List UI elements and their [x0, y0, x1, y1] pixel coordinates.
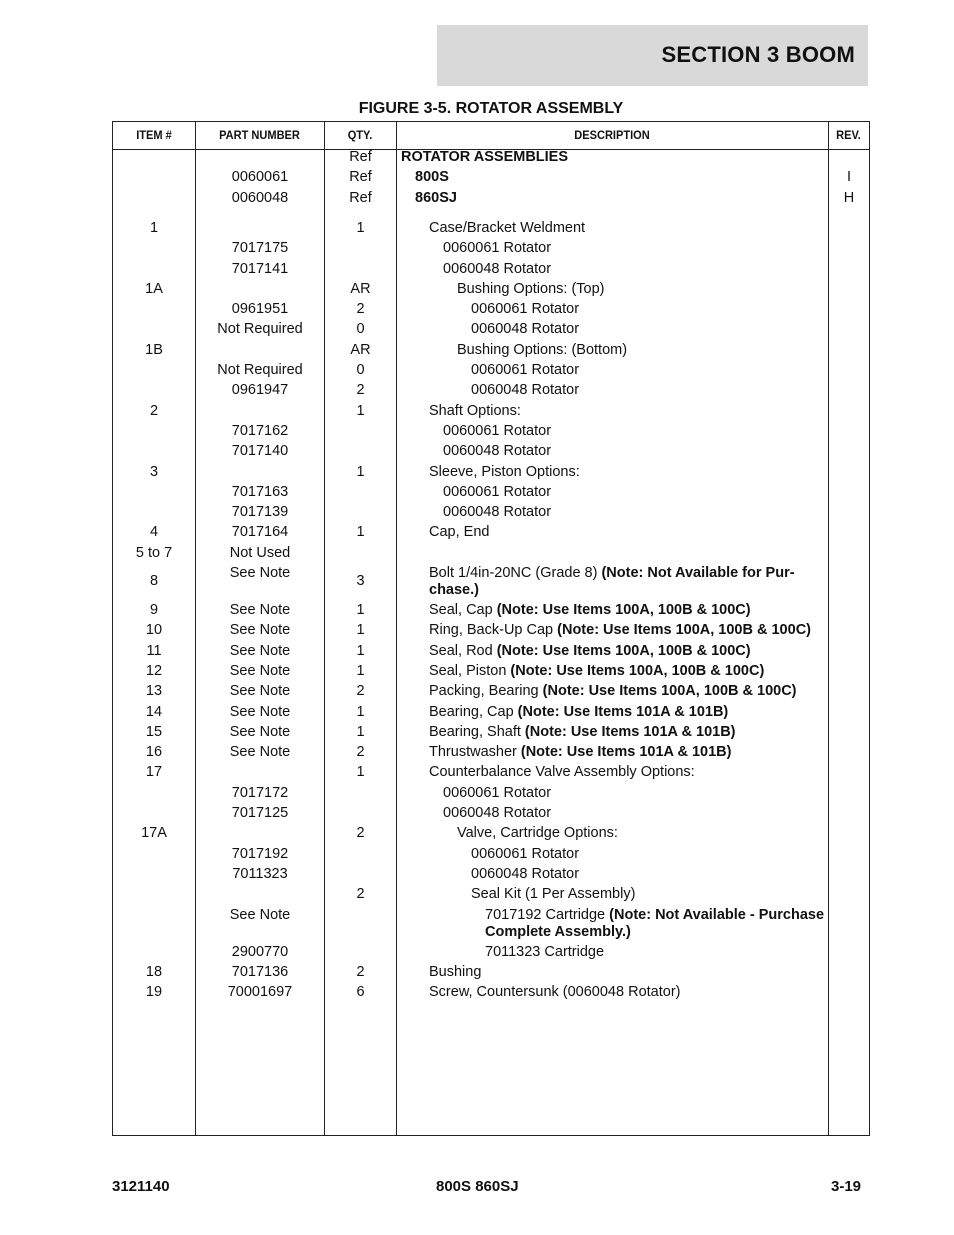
parts-table [112, 121, 870, 1136]
quantity: 1 [356, 219, 365, 236]
item-number: 10 [145, 622, 163, 639]
description [457, 825, 825, 842]
part-number: 7017192 [231, 845, 289, 862]
quantity: Ref [349, 189, 372, 206]
item-number: 3 [149, 463, 159, 480]
description-text: 0060048 Rotator [443, 260, 552, 277]
description-note: 800S [415, 169, 449, 186]
description-text: Bearing, Cap [429, 703, 518, 720]
description [443, 261, 819, 278]
section-title: SECTION 3 BOOM [661, 42, 855, 67]
column-divider [828, 122, 829, 1135]
column-header-qty: QTY. [347, 128, 373, 142]
description-text: 0060048 Rotator [471, 865, 580, 882]
part-number: See Note [229, 642, 291, 659]
item-number: 5 to 7 [135, 544, 173, 561]
part-number: 7017172 [231, 784, 289, 801]
quantity: 1 [356, 524, 365, 541]
quantity: Ref [349, 169, 372, 186]
description-text: Shaft Options: [429, 402, 521, 419]
item-number: 14 [145, 703, 163, 720]
description [429, 622, 813, 639]
item-number: 16 [145, 744, 163, 761]
column-header-rev: REV. [836, 128, 861, 142]
description [429, 724, 813, 741]
quantity: 1 [356, 463, 365, 480]
description-text: Seal, Cap [429, 602, 497, 618]
description [443, 504, 819, 521]
part-number: 7017140 [231, 443, 289, 460]
quantity: 1 [356, 642, 365, 659]
part-number: 7011323 [232, 865, 288, 882]
part-number: 70001697 [227, 984, 293, 1001]
description-text: Packing, Bearing [429, 683, 543, 700]
part-number: Not Required [217, 321, 303, 338]
quantity: 2 [356, 963, 365, 980]
description-text: 0060061 Rotator [443, 422, 552, 439]
description-text: 0060061 Rotator [443, 240, 552, 257]
part-number: 7017175 [231, 240, 289, 257]
quantity: 1 [356, 402, 365, 419]
part-number: Not Required [217, 362, 303, 378]
item-number: 4 [149, 524, 159, 541]
description [429, 984, 813, 1001]
description [429, 643, 813, 660]
item-number: 1 [149, 219, 159, 236]
quantity: 1 [356, 703, 365, 720]
description-text: Case/Bracket Weldment [429, 219, 586, 236]
part-number: 7017136 [231, 963, 289, 980]
item-number: 17 [145, 764, 163, 781]
item-number: 13 [145, 683, 163, 700]
description [471, 886, 831, 903]
description-text: Bearing, Shaft [429, 723, 525, 740]
description-note: (Note: Not Available - Purchase Complete Assembly.) [485, 906, 825, 940]
description-text: Seal, Rod [429, 642, 497, 659]
description [485, 907, 837, 941]
description-text: Valve, Cartridge Options: [457, 825, 618, 842]
description-text: Bushing Options: (Bottom) [457, 341, 628, 358]
description [429, 565, 813, 599]
part-number: See Note [229, 565, 291, 581]
description [471, 362, 831, 379]
figure-title: FIGURE 3-5. ROTATOR ASSEMBLY [358, 100, 624, 117]
description [429, 220, 813, 237]
part-number: Not Used [229, 544, 291, 561]
description-text: 0060061 Rotator [443, 483, 552, 500]
item-number: 12 [145, 662, 163, 679]
part-number: 0060061 [231, 169, 289, 186]
description [429, 403, 813, 420]
description-text: 0060048 Rotator [443, 805, 552, 821]
description-text: Thrustwasher [429, 744, 521, 761]
description [415, 169, 807, 186]
description [443, 805, 819, 822]
description-note: 860SJ [415, 189, 457, 206]
description [443, 443, 819, 460]
description [471, 321, 831, 338]
column-divider [396, 122, 397, 1135]
description-text: 0060061 Rotator [443, 784, 552, 801]
description [429, 464, 813, 481]
description-note: (Note: Use Items 100A, 100B & 100C) [542, 683, 797, 700]
description-text: 0060048 Rotator [471, 382, 580, 399]
quantity: 1 [356, 764, 365, 781]
description-text: Cap, End [429, 524, 490, 541]
quantity: Ref [349, 149, 372, 165]
part-number: 2900770 [231, 943, 289, 960]
description [485, 944, 837, 961]
description-note: (Note: Use Items 100A, 100B & 100C) [557, 622, 811, 639]
section-banner [437, 25, 868, 86]
part-number: See Note [229, 622, 291, 639]
column-header-part: PART NUMBER [219, 128, 300, 142]
part-number: See Note [229, 703, 291, 720]
description-text: Counterbalance Valve Assembly Options: [429, 764, 695, 781]
description [429, 602, 813, 619]
footer-document-number: 3121140 [112, 1178, 170, 1195]
description-text: 0060061 Rotator [471, 845, 580, 862]
description-note: (Note: Use Items 101A & 101B) [520, 744, 732, 761]
quantity: 1 [356, 602, 365, 618]
item-number: 19 [145, 984, 163, 1001]
description [471, 866, 831, 883]
part-number: 7017163 [231, 483, 289, 500]
quantity: 1 [356, 662, 365, 679]
item-number: 9 [149, 602, 159, 618]
description [429, 704, 813, 721]
quantity: 1 [356, 622, 365, 639]
part-number: 7017162 [231, 422, 289, 439]
part-number: 0961951 [231, 301, 289, 318]
description-text: Seal Kit (1 Per Assembly) [471, 886, 636, 903]
description-text: 7011323 Cartridge [485, 943, 605, 960]
part-number: See Note [229, 662, 291, 679]
quantity: 2 [356, 301, 365, 318]
quantity: AR [350, 341, 371, 358]
quantity: 2 [356, 683, 365, 700]
description [471, 301, 831, 318]
description-text: Bushing [429, 963, 482, 980]
description-text: 0060048 Rotator [443, 443, 552, 460]
column-header-description: DESCRIPTION [574, 128, 650, 142]
description-note: (Note: Use Items 100A, 100B & 100C) [496, 642, 751, 659]
part-number: See Note [229, 683, 291, 700]
quantity: 1 [356, 723, 365, 740]
description [471, 382, 831, 399]
item-number: 1B [145, 341, 163, 358]
description [429, 663, 813, 680]
description-text: Bolt 1/4in-20NC (Grade 8) [429, 565, 602, 581]
item-number: 8 [149, 573, 159, 589]
description-note: (Note: Use Items 100A, 100B & 100C) [496, 602, 751, 618]
footer-page-number: 3-19 [831, 1178, 862, 1195]
quantity: 2 [356, 886, 365, 903]
part-number: See Note [229, 602, 291, 618]
description-text: Seal, Piston [429, 662, 511, 679]
part-number: See Note [229, 906, 291, 923]
quantity: AR [350, 280, 371, 297]
part-number: 0060048 [231, 189, 289, 206]
item-number: 11 [146, 642, 162, 659]
description-text: 7017192 Cartridge [485, 906, 610, 923]
description [457, 281, 825, 298]
description-note: (Note: Use Items 101A & 101B) [517, 703, 729, 720]
part-number: See Note [229, 744, 291, 761]
part-number: 7017125 [231, 805, 289, 821]
item-number: 1A [145, 280, 163, 297]
description-note: (Note: Not Available for Pur-chase.) [429, 565, 795, 598]
description-text: 0060061 Rotator [471, 362, 580, 378]
quantity: 2 [356, 382, 365, 399]
description [457, 342, 825, 359]
description [429, 764, 813, 781]
part-number: See Note [229, 723, 291, 740]
part-number: 7017141 [231, 260, 289, 277]
part-number: 0961947 [231, 382, 289, 399]
description-note: (Note: Use Items 100A, 100B & 100C) [510, 662, 765, 679]
description [415, 190, 807, 207]
footer-model: 800S 860SJ [436, 1178, 519, 1195]
item-number: 18 [145, 963, 163, 980]
description [429, 524, 813, 541]
description-text: 0060061 Rotator [471, 301, 580, 318]
description [443, 423, 819, 440]
quantity: 2 [356, 744, 365, 761]
description [471, 846, 831, 863]
revision: I [846, 169, 852, 186]
item-number: 2 [149, 402, 159, 419]
part-number: 7017139 [231, 504, 289, 521]
part-number: 7017164 [231, 524, 289, 541]
column-header-item: ITEM # [136, 128, 172, 142]
description [401, 149, 801, 166]
item-number: 17A [141, 825, 167, 842]
description-text: Bushing Options: (Top) [457, 280, 605, 297]
description-text: Sleeve, Piston Options: [429, 463, 580, 480]
description-text: 0060048 Rotator [471, 321, 580, 338]
description-text: Ring, Back-Up Cap [429, 622, 558, 639]
description-note: ROTATOR ASSEMBLIES [401, 149, 569, 165]
description [429, 744, 813, 761]
description-text: Screw, Countersunk (0060048 Rotator) [429, 984, 681, 1001]
quantity: 2 [356, 825, 365, 842]
description [443, 240, 819, 257]
description [429, 683, 813, 700]
description-text: 0060048 Rotator [443, 504, 552, 521]
revision: H [843, 189, 855, 206]
description-note: (Note: Use Items 101A & 101B) [524, 723, 736, 740]
quantity: 6 [356, 984, 365, 1001]
description [443, 785, 819, 802]
quantity: 0 [356, 321, 365, 338]
description [443, 484, 819, 501]
description [429, 964, 813, 981]
quantity: 0 [356, 362, 365, 378]
item-number: 15 [145, 723, 163, 740]
quantity: 3 [356, 573, 365, 589]
